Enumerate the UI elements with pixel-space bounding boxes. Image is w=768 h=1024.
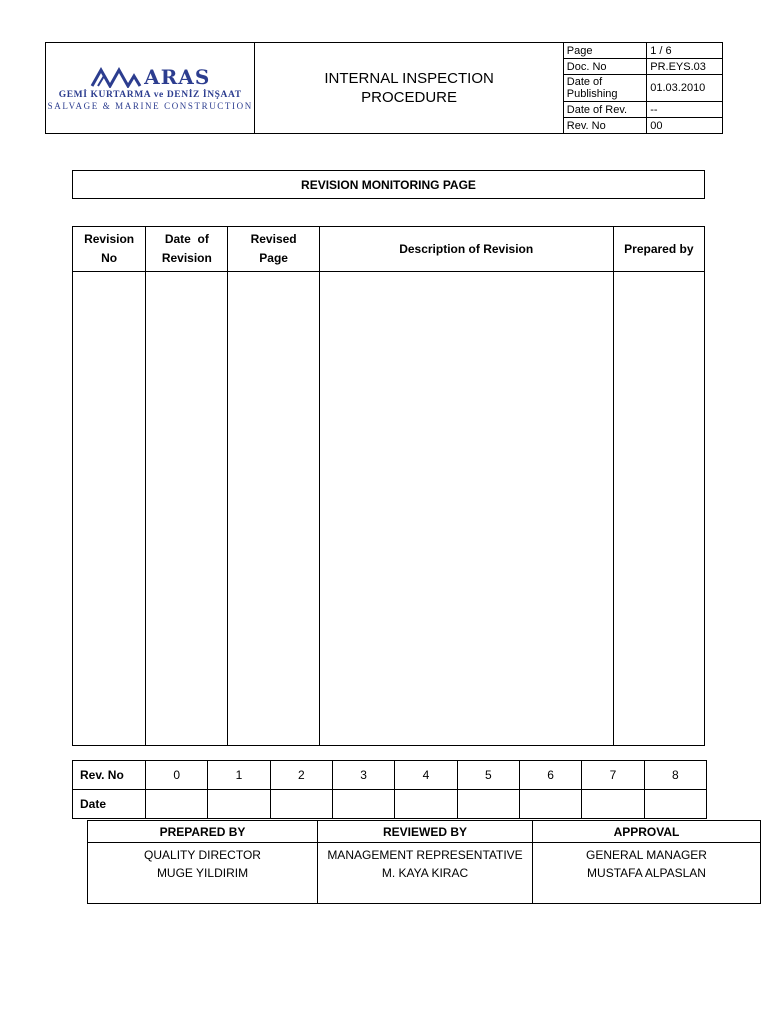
- title-line-1: INTERNAL INSPECTION: [324, 70, 494, 87]
- info-value-date-publishing: 01.03.2010: [647, 75, 723, 102]
- rev-no-date-table: [72, 760, 707, 819]
- prepared-by-cell: [88, 843, 318, 904]
- info-label-date-rev: Date of Rev.: [563, 102, 646, 118]
- column-header-description: Description of Revision: [319, 227, 613, 272]
- date-row: [73, 790, 707, 819]
- rev-no-label: Rev. No: [73, 761, 146, 790]
- info-label-page: Page: [563, 43, 646, 59]
- wave-peaks-icon: [90, 66, 142, 88]
- rev-no-cell: 2: [270, 761, 332, 790]
- column-header-revision-no: Revision No: [73, 227, 146, 272]
- logo-tagline-tr: GEMİ KURTARMA ve DENİZ İNŞAAT: [58, 90, 242, 100]
- prepared-by-header: PREPARED BY: [88, 821, 318, 843]
- approval-header-row: [88, 821, 761, 843]
- date-label: Date: [73, 790, 146, 819]
- approval-table: [87, 820, 761, 904]
- company-logo: [46, 44, 254, 132]
- date-cell[interactable]: [644, 790, 706, 819]
- info-label-date-publishing: Date of Publishing: [563, 75, 646, 102]
- info-value-rev-no: 00: [647, 118, 723, 134]
- info-value-doc-no: PR.EYS.03: [647, 59, 723, 75]
- rev-no-cell: 3: [332, 761, 394, 790]
- prepared-by-name: MUGE YILDIRIM: [156, 866, 249, 880]
- revision-table: [72, 226, 705, 746]
- date-cell[interactable]: [519, 790, 581, 819]
- approval-role: GENERAL MANAGER: [586, 848, 707, 862]
- rev-no-cell: 6: [519, 761, 581, 790]
- info-label-rev-no: Rev. No: [563, 118, 646, 134]
- date-cell[interactable]: [332, 790, 394, 819]
- cell-revision-no[interactable]: [73, 272, 146, 746]
- document-title: [255, 43, 563, 134]
- reviewed-by-role: MANAGEMENT REPRESENTATIVE: [327, 848, 523, 862]
- logo-tagline-en: SALVAGE & MARINE CONSTRUCTION: [47, 101, 253, 111]
- info-label-doc-no: Doc. No: [563, 59, 646, 75]
- rev-no-cell: 8: [644, 761, 706, 790]
- column-header-prepared-by: Prepared by: [613, 227, 704, 272]
- column-header-date-of-revision: Date of Revision: [146, 227, 228, 272]
- title-line-2: PROCEDURE: [361, 89, 458, 106]
- rev-no-cell: 7: [582, 761, 644, 790]
- info-value-date-rev: --: [647, 102, 723, 118]
- revision-table-header: [73, 227, 705, 272]
- logo-cell: [46, 43, 255, 134]
- date-cell[interactable]: [395, 790, 457, 819]
- document-header: [45, 42, 723, 134]
- rev-no-cell: 5: [457, 761, 519, 790]
- reviewed-by-header: REVIEWED BY: [318, 821, 533, 843]
- revision-table-body: [73, 272, 705, 746]
- date-cell[interactable]: [208, 790, 270, 819]
- info-value-page: 1 / 6: [647, 43, 723, 59]
- rev-no-cell: 1: [208, 761, 270, 790]
- revision-monitoring-title: REVISION MONITORING PAGE: [72, 170, 705, 199]
- approval-body-row: [88, 843, 761, 904]
- column-header-revised-page: Revised Page: [228, 227, 319, 272]
- cell-revised-page[interactable]: [228, 272, 319, 746]
- date-cell[interactable]: [457, 790, 519, 819]
- date-cell[interactable]: [582, 790, 644, 819]
- approval-name: MUSTAFA ALPASLAN: [587, 866, 706, 880]
- cell-prepared-by[interactable]: [613, 272, 704, 746]
- approval-cell: [533, 843, 761, 904]
- rev-no-row: [73, 761, 707, 790]
- prepared-by-role: QUALITY DIRECTOR: [144, 848, 261, 862]
- rev-no-cell: 0: [146, 761, 208, 790]
- rev-no-cell: 4: [395, 761, 457, 790]
- approval-header: APPROVAL: [533, 821, 761, 843]
- cell-description[interactable]: [319, 272, 613, 746]
- cell-date-of-revision[interactable]: [146, 272, 228, 746]
- logo-name: ARAS: [144, 65, 211, 89]
- date-cell[interactable]: [270, 790, 332, 819]
- reviewed-by-cell: [318, 843, 533, 904]
- reviewed-by-name: M. KAYA KIRAC: [381, 866, 469, 880]
- date-cell[interactable]: [146, 790, 208, 819]
